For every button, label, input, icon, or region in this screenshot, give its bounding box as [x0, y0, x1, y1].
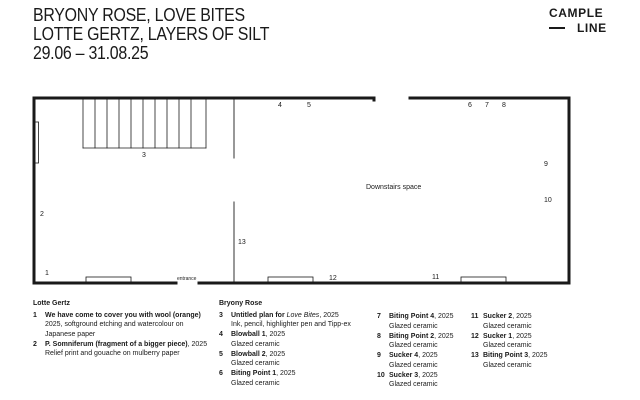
marker-8: 8: [502, 102, 506, 109]
legend-entry: [377, 371, 467, 390]
entry-title: Blowball 1: [231, 331, 266, 338]
entry-number: 13: [471, 352, 479, 359]
entry-details: Glazed ceramic: [389, 381, 438, 388]
legend-entry: [471, 351, 571, 370]
entry-details: Glazed ceramic: [483, 322, 532, 330]
legend-entry: [219, 311, 364, 330]
entry-number: 12: [471, 332, 479, 340]
entry-number: 4: [219, 331, 223, 338]
legend-entry: [33, 340, 208, 359]
legend-column-4: [471, 312, 571, 371]
legend-heading: Lotte Gertz: [33, 300, 70, 307]
entry-year: , 2025: [418, 371, 438, 379]
marker-10: 10: [544, 197, 552, 204]
entry-number: 6: [219, 370, 223, 377]
legend-entry: [377, 351, 467, 370]
legend-entry: [471, 312, 571, 331]
entry-details: Glazed ceramic: [231, 379, 280, 387]
entry-details: Glazed ceramic: [389, 342, 438, 349]
entry-number: 1: [33, 311, 37, 319]
legend-column-3: [377, 312, 467, 390]
entry-title: Sucker 4: [389, 352, 419, 359]
marker-11: 11: [432, 274, 440, 281]
entry-title: Blowball 2: [231, 350, 266, 358]
entry-details: Glazed ceramic: [389, 322, 438, 330]
entry-title: P. Somniferum (fragment of a bigger piece): [45, 340, 188, 348]
entry-title: Sucker 3: [389, 371, 419, 379]
plinth-1: [86, 277, 131, 282]
marker-9: 9: [544, 161, 548, 168]
wall-left-segment: [34, 98, 374, 100]
entry-details: Relief print and gouache on mulberry paper: [45, 350, 180, 357]
marker-13: 13: [238, 239, 246, 246]
entry-number: 5: [219, 350, 223, 358]
entry-title-italic: Love Bites: [286, 311, 320, 319]
entry-year: , 2025: [434, 313, 454, 320]
entry-number: 2: [33, 340, 37, 348]
legend-entry: [377, 312, 467, 331]
entry-details: Glazed ceramic: [231, 340, 280, 348]
entry-details: Glazed ceramic: [483, 361, 532, 369]
entry-number: 8: [377, 332, 381, 340]
entry-number: 3: [219, 311, 223, 319]
exhibition-dates: 29.06 – 31.08.25: [33, 42, 149, 63]
entry-title: Sucker 1: [483, 332, 513, 340]
entry-details: Glazed ceramic: [483, 342, 532, 349]
entry-year: , 2025: [187, 340, 208, 348]
title-line-bryony-rose: BRYONY ROSE, LOVE BITES: [33, 4, 245, 25]
entry-details: 2025, softground etching and watercolour on Japanese paper: [45, 321, 184, 338]
entry-details: Glazed ceramic: [389, 361, 438, 369]
entry-title: Biting Point 4: [389, 313, 435, 320]
room-label: Downstairs space: [366, 184, 422, 191]
legend-heading: Bryony Rose: [219, 300, 263, 307]
entry-year: , 2025: [434, 332, 454, 340]
entry-year: , 2025: [512, 313, 532, 320]
legend-lotte-gertz: [33, 299, 208, 359]
entrance-label: entrance: [177, 276, 197, 282]
legend-entry: [33, 311, 208, 340]
marker-4: 4: [278, 102, 282, 109]
marker-1: 1: [45, 270, 49, 277]
marker-12: 12: [329, 275, 337, 282]
entry-year: , 2025: [265, 331, 286, 338]
entry-number: 9: [377, 352, 381, 359]
title-line-lotte-gertz: LOTTE GERTZ, LAYERS OF SILT: [33, 23, 270, 44]
entry-number: 7: [377, 313, 381, 320]
entry-year: , 2025: [265, 350, 286, 358]
plinth-11: [461, 277, 506, 282]
entry-year: , 2025: [418, 352, 438, 359]
marker-2: 2: [40, 211, 44, 218]
legend-entry: [219, 369, 364, 388]
plinth-12: [268, 277, 313, 282]
marker-5: 5: [307, 102, 311, 109]
entry-year: , 2025: [528, 352, 548, 359]
legend-entry: [377, 332, 467, 351]
legend-bryony-rose: [219, 299, 364, 389]
entry-year: , 2025: [319, 311, 339, 319]
logo-line-1: CAMPLE: [549, 6, 604, 20]
entry-title: Sucker 2: [483, 313, 513, 320]
entry-title: Biting Point 3: [483, 352, 529, 359]
legend-entry: [471, 332, 571, 351]
entry-title: Biting Point 2: [389, 332, 435, 340]
legend-entry: [219, 350, 364, 369]
entry-details: Glazed ceramic: [231, 360, 280, 367]
entry-title: We have come to cover you with wool (orange): [45, 311, 201, 319]
entry-year: , 2025: [512, 332, 532, 340]
marker-3: 3: [142, 152, 146, 159]
entry-year: , 2025: [276, 370, 296, 377]
entry-title: Biting Point 1: [231, 370, 277, 377]
marker-6: 6: [468, 102, 472, 109]
entry-title: Untitled plan for: [231, 311, 285, 319]
marker-7: 7: [485, 102, 489, 109]
entry-number: 10: [377, 371, 385, 379]
legend-entry: [219, 330, 364, 349]
logo-line-2: LINE: [577, 21, 607, 35]
staircase: [83, 99, 206, 148]
entry-number: 11: [471, 313, 479, 320]
entry-details: Ink, pencil, highlighter pen and Tipp-ex: [231, 321, 351, 328]
